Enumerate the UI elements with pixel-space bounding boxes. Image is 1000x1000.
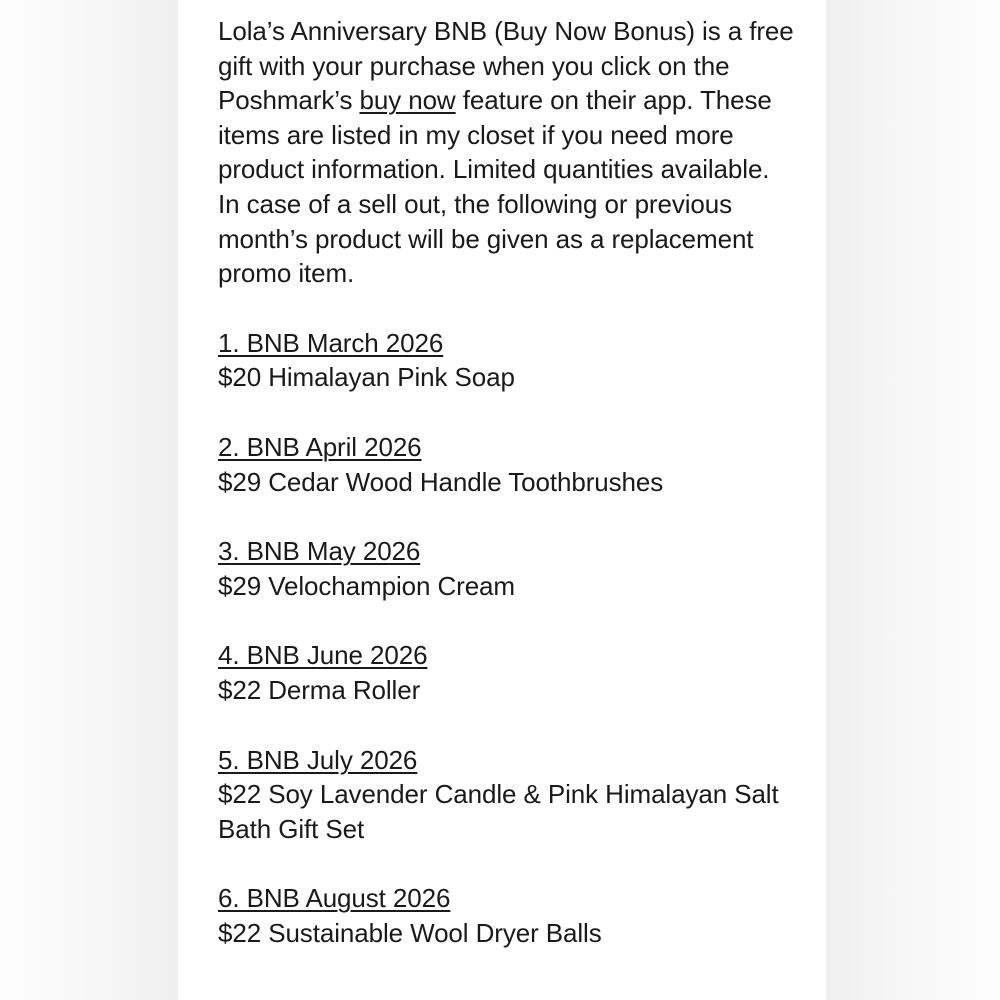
list-item xyxy=(218,638,798,707)
intro-text-end: feature on their app. These items are listed in my closet if you need more product information. Limited quantities available. In case of a sell out, the following or previous month’s product will be given as a replacement promo item. xyxy=(218,85,772,289)
item-title: 6. BNB August 2026 xyxy=(218,883,451,914)
item-description: $22 Sustainable Wool Dryer Balls xyxy=(218,917,602,948)
item-description: $29 Velochampion Cream xyxy=(218,570,515,601)
intro-paragraph xyxy=(218,14,798,291)
buy-now-link[interactable]: buy now xyxy=(359,85,456,116)
item-description: $22 Derma Roller xyxy=(218,674,421,705)
item-title: 3. BNB May 2026 xyxy=(218,536,421,567)
item-title: 4. BNB June 2026 xyxy=(218,640,428,671)
bnb-item-list xyxy=(218,326,798,951)
item-description: $29 Cedar Wood Handle Toothbrushes xyxy=(218,466,664,497)
left-margin xyxy=(0,0,178,1000)
item-description: $20 Himalayan Pink Soap xyxy=(218,362,515,393)
list-item xyxy=(218,326,798,395)
list-item xyxy=(218,881,798,950)
list-item xyxy=(218,430,798,499)
document-page xyxy=(178,0,826,1000)
item-title: 1. BNB March 2026 xyxy=(218,327,444,358)
document-content xyxy=(218,14,798,985)
list-item xyxy=(218,534,798,603)
item-description: $22 Soy Lavender Candle & Pink Himalayan Salt Bath Gift Set xyxy=(218,779,779,844)
list-item xyxy=(218,743,798,847)
intro-text-start: Lola’s Anniversary BNB (Buy Now Bonus) is a free gift with your purchase when you click on the Poshmark’s xyxy=(218,16,794,116)
item-title: 5. BNB July 2026 xyxy=(218,744,418,775)
item-title: 2. BNB April 2026 xyxy=(218,431,422,462)
right-margin xyxy=(826,0,1000,1000)
